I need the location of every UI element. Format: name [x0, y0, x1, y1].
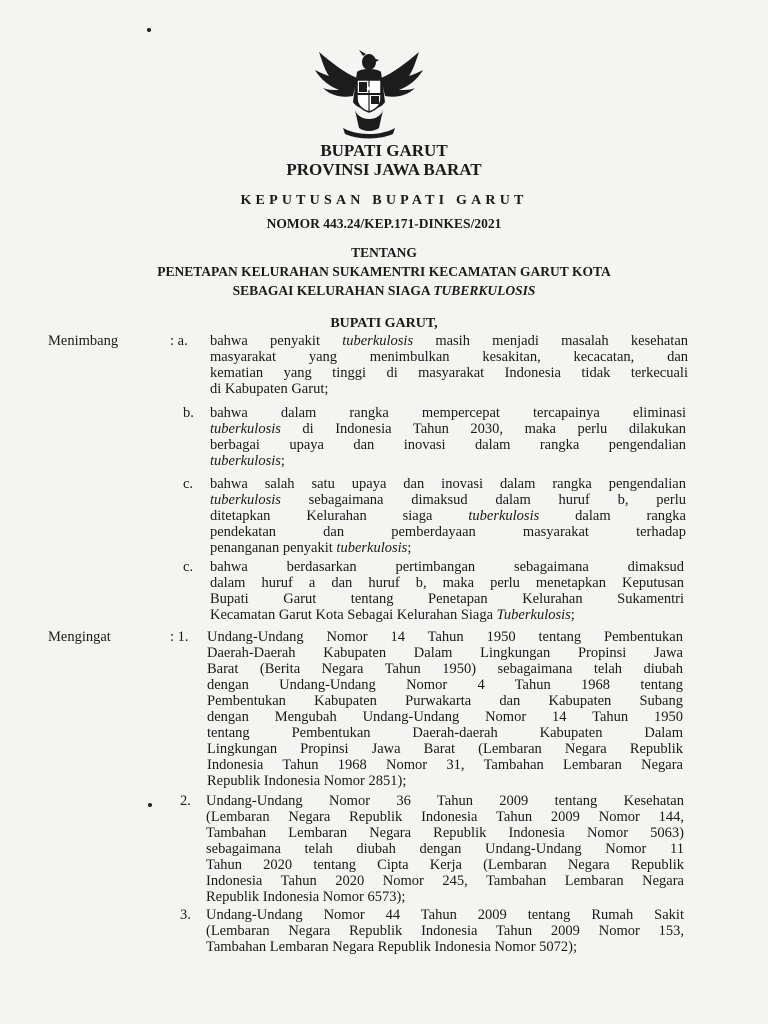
- garuda-emblem-icon: [313, 50, 425, 140]
- header-keputusan: KEPUTUSAN BUPATI GARUT: [240, 193, 528, 208]
- list-item: [207, 629, 683, 789]
- text-line: Lingkungan Propinsi Jawa Barat (Lembaran Negara Republik: [207, 741, 683, 757]
- text-line: Undang-Undang Nomor 36 Tahun 2009 tentang Kesehatan: [206, 793, 684, 809]
- section-label-menimbang: Menimbang: [48, 333, 119, 349]
- text-line: Tambahan Lembaran Negara Republik Indonesia Nomor 5063): [206, 825, 684, 841]
- text-line: Indonesia Tahun 2020 Nomor 245, Tambahan Lembaran Negara: [206, 873, 684, 889]
- text-line: tuberkulosis di Indonesia Tahun 2030, maka perlu dilakukan: [210, 421, 686, 437]
- text-line: Tahun 2020 tentang Cipta Kerja (Lembaran Negara Republik: [206, 857, 684, 873]
- text-line: bahwa salah satu upaya dan inovasi dalam rangka pengendalian: [210, 476, 686, 492]
- text-line: Tambahan Lembaran Negara Republik Indonesia Nomor 5072);: [206, 939, 578, 955]
- text-line: tuberkulosis;: [210, 453, 285, 469]
- text-line: bahwa dalam rangka mempercepat tercapainya eliminasi: [210, 405, 686, 421]
- text-line: Daerah-Daerah Kabupaten Dalam Lingkungan Propinsi Jawa: [207, 645, 683, 661]
- text-line: Undang-Undang Nomor 14 Tahun 1950 tentang Pembentukan: [207, 629, 683, 645]
- text-line: dalam huruf a dan huruf b, maka perlu menetapkan Keputusan: [210, 575, 684, 591]
- list-item: [210, 333, 688, 397]
- list-item: [210, 559, 684, 623]
- list-marker: 3.: [180, 907, 191, 923]
- decree-title-line2: [0, 283, 768, 299]
- text-line: bahwa penyakit tuberkulosis masih menjadi masalah kesehatan: [210, 333, 688, 349]
- text-line: dengan Undang-Undang Nomor 4 Tahun 1968 tentang: [207, 677, 683, 693]
- list-item: [206, 793, 684, 905]
- text-line: penanganan penyakit tuberkulosis;: [210, 540, 412, 556]
- header-bupati: BUPATI GARUT: [320, 141, 448, 160]
- list-marker: : a.: [170, 333, 188, 349]
- text-line: Kecamatan Garut Kota Sebagai Kelurahan Siaga Tuberkulosis;: [210, 607, 575, 623]
- text-line: Pembentukan Kabupaten Purwakarta dan Kabupaten Subang: [207, 693, 683, 709]
- text-line: masyarakat yang menimbulkan kesakitan, kecacatan, dan: [210, 349, 688, 365]
- decree-number: NOMOR 443.24/KEP.171-DINKES/2021: [266, 216, 502, 231]
- list-item: [206, 907, 684, 955]
- text-line: ditetapkan Kelurahan siaga tuberkulosis dalam rangka: [210, 508, 686, 524]
- list-item: [210, 476, 686, 556]
- list-marker: c.: [183, 559, 194, 575]
- header-provinsi: PROVINSI JAWA BARAT: [286, 160, 482, 179]
- section-label-mengingat: Mengingat: [48, 629, 111, 645]
- scan-speck: [148, 803, 152, 807]
- text-line: pendekatan dan pemberdayaan masyarakat terhadap: [210, 524, 686, 540]
- list-marker: b.: [183, 405, 194, 421]
- list-item: [210, 405, 686, 469]
- list-marker: 2.: [180, 793, 191, 809]
- text-line: Republik Indonesia Nomor 2851);: [207, 773, 407, 789]
- text-line: di Kabupaten Garut;: [210, 381, 329, 397]
- text-line: bahwa berdasarkan pertimbangan sebagaimana dimaksud: [210, 559, 684, 575]
- text-line: Bupati Garut tentang Penetapan Kelurahan Sukamentri: [210, 591, 684, 607]
- text-line: Barat (Berita Negara Tahun 1950) sebagaimana telah diubah: [207, 661, 683, 677]
- text-line: Indonesia Tahun 1968 Nomor 31, Tambahan Lembaran Negara: [207, 757, 683, 773]
- text-line: Republik Indonesia Nomor 6573);: [206, 889, 406, 905]
- text-line: dengan Mengubah Undang-Undang Nomor 14 Tahun 1950: [207, 709, 683, 725]
- text-line: kematian yang tinggi di masyarakat Indonesia tidak terkecuali: [210, 365, 688, 381]
- text-line: tuberkulosis sebagaimana dimaksud dalam huruf b, perlu: [210, 492, 686, 508]
- decree-title-line2-prefix: SEBAGAI KELURAHAN SIAGA: [232, 283, 434, 298]
- decree-title-line2-italic: TUBERKULOSIS: [433, 283, 536, 298]
- text-line: (Lembaran Negara Republik Indonesia Tahun 2009 Nomor 144,: [206, 809, 684, 825]
- list-marker: c.: [183, 476, 194, 492]
- list-marker: : 1.: [170, 629, 189, 645]
- text-line: tentang Pembentukan Daerah-daerah Kabupaten Dalam: [207, 725, 683, 741]
- text-line: sebagaimana telah diubah dengan Undang-Undang Nomor 11: [206, 841, 684, 857]
- text-line: Undang-Undang Nomor 44 Tahun 2009 tentang Rumah Sakit: [206, 907, 684, 923]
- text-line: berbagai upaya dan inovasi dalam rangka pengendalian: [210, 437, 686, 453]
- decree-title-line1: PENETAPAN KELURAHAN SUKAMENTRI KECAMATAN GARUT KOTA: [157, 264, 611, 279]
- text-line: (Lembaran Negara Republik Indonesia Tahun 2009 Nomor 153,: [206, 923, 684, 939]
- header-tentang: TENTANG: [351, 245, 417, 260]
- scan-speck: [147, 28, 151, 32]
- bupati-garut-heading: BUPATI GARUT,: [330, 316, 438, 331]
